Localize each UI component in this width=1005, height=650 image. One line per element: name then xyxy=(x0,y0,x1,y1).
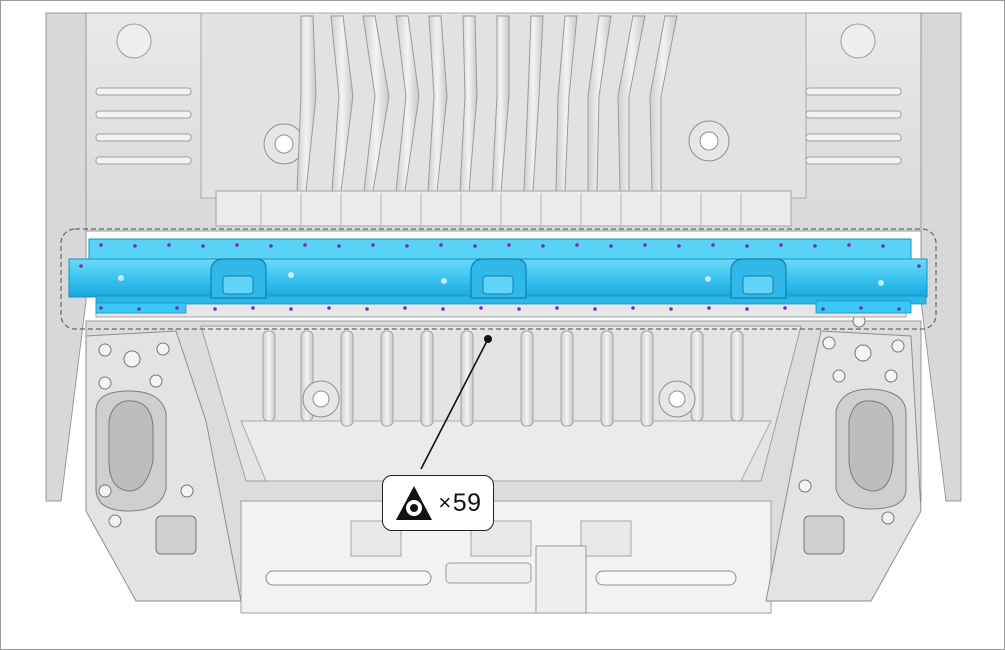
weld-point xyxy=(779,243,783,247)
upper-floor-panel xyxy=(86,13,921,231)
weld-point xyxy=(643,243,647,247)
weld-point xyxy=(821,307,825,311)
weld-point xyxy=(609,244,613,248)
weld-point xyxy=(441,307,445,311)
weld-point xyxy=(133,244,137,248)
weld-point xyxy=(365,307,369,311)
weld-point xyxy=(897,307,901,311)
weld-point xyxy=(303,243,307,247)
weld-point xyxy=(99,306,103,310)
weld-point xyxy=(251,306,255,310)
weld-count-value: 59 xyxy=(452,488,482,517)
weld-point xyxy=(507,243,511,247)
weld-point xyxy=(289,307,293,311)
weld-point xyxy=(859,306,863,310)
weld-point xyxy=(79,264,83,268)
weld-point xyxy=(371,243,375,247)
multiplier-sign: × xyxy=(438,490,452,515)
weld-point xyxy=(745,244,749,248)
weld-point xyxy=(327,306,331,310)
weld-point xyxy=(711,243,715,247)
rear-floor-illustration xyxy=(1,1,1005,650)
weld-point xyxy=(917,264,921,268)
weld-point xyxy=(783,306,787,310)
weld-point xyxy=(403,306,407,310)
weld-point xyxy=(881,244,885,248)
weld-point xyxy=(541,244,545,248)
weld-point xyxy=(473,244,477,248)
weld-point xyxy=(99,243,103,247)
weld-point xyxy=(847,243,851,247)
weld-point xyxy=(669,307,673,311)
weld-point xyxy=(439,243,443,247)
triangle-spot-weld-icon xyxy=(394,484,434,522)
weld-point xyxy=(517,307,521,311)
weld-point xyxy=(269,244,273,248)
weld-point xyxy=(555,306,559,310)
highlighted-cross-member xyxy=(69,239,927,313)
weld-point xyxy=(813,244,817,248)
weld-point xyxy=(479,306,483,310)
weld-point xyxy=(575,243,579,247)
weld-point xyxy=(631,306,635,310)
weld-point xyxy=(213,307,217,311)
weld-point xyxy=(175,306,179,310)
weld-point xyxy=(707,306,711,310)
weld-point xyxy=(593,307,597,311)
weld-point xyxy=(677,244,681,248)
weld-point xyxy=(235,243,239,247)
weld-point xyxy=(137,307,141,311)
weld-point xyxy=(337,244,341,248)
weld-count-label xyxy=(438,489,481,518)
weld-point xyxy=(167,243,171,247)
weld-point xyxy=(745,307,749,311)
weld-point xyxy=(405,244,409,248)
weld-point xyxy=(201,244,205,248)
weld-count-callout xyxy=(382,475,494,531)
